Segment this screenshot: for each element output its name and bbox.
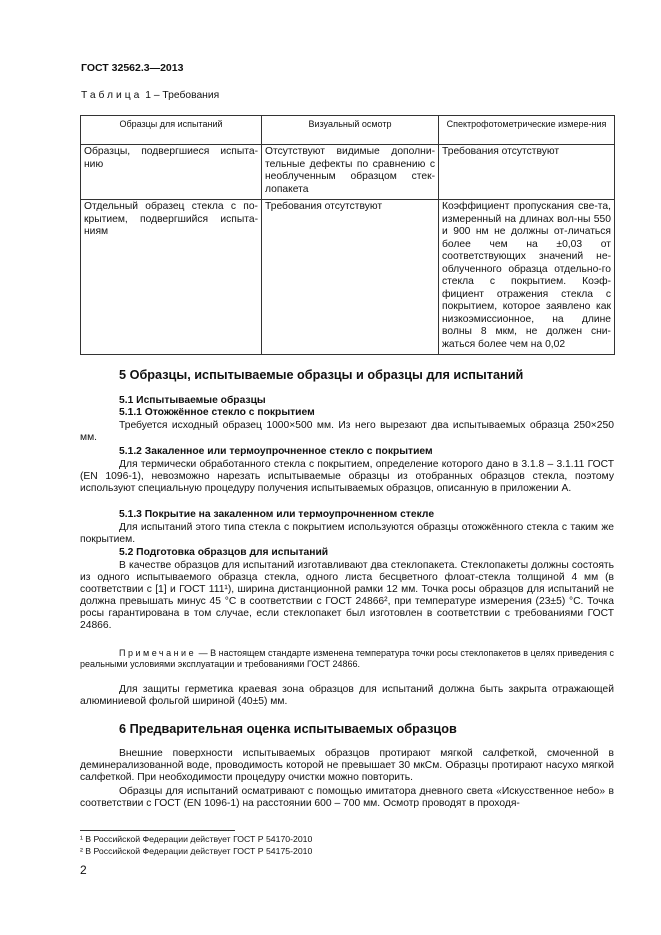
table-row (81, 200, 615, 355)
footnote-1: ¹ В Российской Федерации действует ГОСТ Р 54170-2010 (80, 834, 313, 844)
paragraph-text: Образцы для испытаний осматривают с помощью имитатора дневного света «Искусственное небо» в соответствии с ГОСТ (EN 1096-1) на расстоянии 600 – 700 мм. Осмотр проводят в проходя- (80, 786, 614, 809)
note-text: — В настоящем стандарте изменена температура точки росы стеклопакетов в целях приведения с реальными условиями эксплуатации и требованиями ГОСТ 24866. (80, 648, 614, 669)
subsection-5-1-title: 5.1 Испытываемые образцы (119, 395, 266, 406)
paragraph-6-1 (80, 748, 614, 784)
subsection-5-1-3-title: 5.1.3 Покрытие на закаленном или термоупрочненном стекле (119, 509, 435, 520)
section-6-title: 6 Предварительная оценка испытываемых образцов (119, 722, 457, 736)
paragraph-text: Для термически обработанного стекла с покрытием, определение которого дано в 3.1.8 – 3.1.11 ГОСТ (EN 1096-1), невозможно нарезать испытываемые образцы из отобранных образцов стекла, поэтому используют специальную процедуру получения испытываемых образцов, описанную в приложении А. (80, 459, 614, 494)
table-cell: Коэффициент пропускания све-та, измеренный на длинах вол-ны 550 и 900 нм не должны от-личаться более чем на ±0,03 от соответствующих значений не-облученного образца отдельно-го стекла с покрытием. Коэф-фициент отражения стекла с покрытием, которое заявлено как низкоэмиссионное, на длине волны 8 мкм, не должен сни-жаться более чем на 0,02 (439, 200, 615, 355)
paragraph-seal (80, 684, 614, 708)
table-cell: Образцы, подвергшиеся испыта-нию (81, 145, 262, 200)
paragraph-text: Для испытаний этого типа стекла с покрытием используются образцы отожжённого стекла с таким же покрытием. (80, 522, 614, 545)
subsection-5-1-2-title: 5.1.2 Закаленное или термоупрочненное стекло с покрытием (119, 446, 433, 457)
table-caption-prefix: Таблица (81, 90, 143, 101)
table-cell: Отсутствуют видимые дополни-тельные дефекты по сравнению с необлученным образцом стек-лопакета (262, 145, 439, 200)
table-row (81, 145, 615, 200)
paragraph-text: Для защиты герметика краевая зона образцов для испытаний должна быть закрыта отражающей алюминиевой фольгой шириной (40±5) мм. (80, 684, 614, 707)
paragraph-5-1-1 (80, 420, 614, 444)
subsection-5-2-title: 5.2 Подготовка образцов для испытаний (119, 547, 329, 558)
paragraph-5-1-2 (80, 459, 614, 495)
table-cell: Отдельный образец стекла с по-крытием, подвергшийся испыта-ниям (81, 200, 262, 355)
table-header-cell: Образцы для испытаний (81, 116, 262, 145)
table-header-cell: Визуальный осмотр (262, 116, 439, 145)
paragraph-text: Внешние поверхности испытываемых образцов протирают мягкой салфеткой, смоченной в деминерализованной воде, проводимость которой не превышает 30 мкСм. Образцы протирают насухо мягкой салфеткой. При необходимости процедуру очистки можно повторить. (80, 748, 614, 783)
table-header-row (81, 116, 615, 145)
table-cell: Требования отсутствуют (439, 145, 615, 200)
note-block (80, 648, 614, 670)
subsection-5-1-1-title: 5.1.1 Отожжённое стекло с покрытием (119, 407, 315, 418)
table-cell: Требования отсутствуют (262, 200, 439, 355)
footnote-2: ² В Российской Федерации действует ГОСТ Р 54175-2010 (80, 846, 313, 856)
paragraph-5-2 (80, 560, 614, 632)
paragraph-5-1-3 (80, 522, 614, 546)
page-number: 2 (80, 863, 87, 877)
paragraph-text: В качестве образцов для испытаний изготавливают два стеклопакета. Стеклопакеты должны состоять из одного испытываемого образца стекла, одного листа бесцветного флоат-стекла толщиной 4 мм (в соответствии с [1] и ГОСТ 111¹), ширина дистанционной рамки 12 мм. Точка росы образцов для испытаний не должна превышать минус 45 °С в соответствии с ГОСТ 24866², при температуре измерения (23±5) °С. Точка росы гарантирована в том случае, если стеклопакет был изготовлен в соответствии с требованиями ГОСТ 24866. (80, 560, 614, 631)
requirements-table (80, 115, 615, 355)
document-header: ГОСТ 32562.3—2013 (81, 62, 184, 74)
table-header-cell: Спектрофотометрические измере-ния (439, 116, 615, 145)
table-caption (81, 90, 219, 102)
table-caption-rest: 1 – Требования (142, 90, 220, 101)
section-5-title: 5 Образцы, испытываемые образцы и образцы для испытаний (119, 368, 524, 382)
note-label: Примечание (119, 648, 197, 658)
paragraph-text: Требуется исходный образец 1000×500 мм. Из него вырезают два испытываемых образца 250×250 мм. (80, 420, 614, 443)
paragraph-6-2 (80, 786, 614, 810)
footnote-separator (80, 830, 235, 831)
